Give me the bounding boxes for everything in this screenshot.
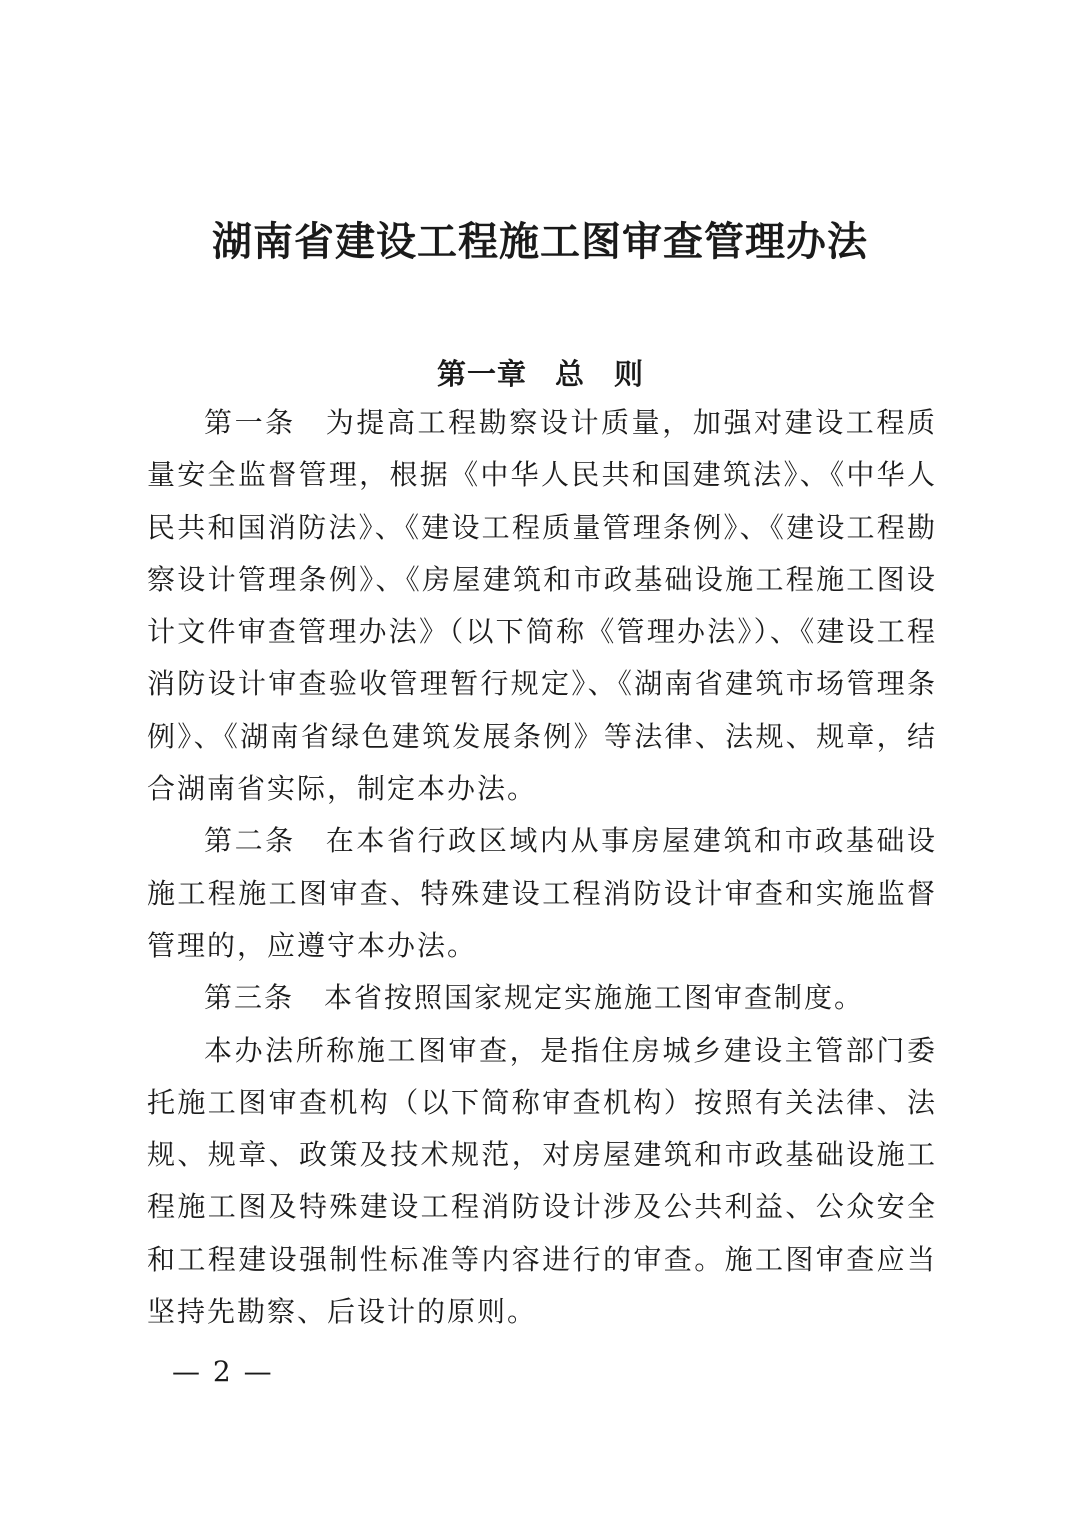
article-3-paragraph-2 bbox=[147, 1025, 937, 1339]
chapter-name: 总则 bbox=[555, 357, 674, 391]
document-body bbox=[147, 397, 937, 1338]
article-1 bbox=[147, 397, 937, 815]
article-2 bbox=[147, 815, 937, 972]
document-title: 湖南省建设工程施工图审查管理办法 bbox=[212, 218, 868, 265]
article-label: 第三条 bbox=[204, 981, 295, 1015]
chapter-heading bbox=[0, 350, 1080, 398]
article-label: 第一条 bbox=[204, 406, 296, 439]
article-text: 本省按照国家规定实施施工图审查制度。 bbox=[324, 981, 865, 1015]
paragraph-text: 本办法所称施工图审查，是指住房城乡建设主管部门委托施工图审查机构（以下简称审查机构）按照有关法律、法规、规章、政策及技术规范，对房屋建筑和市政基础设施工程施工图及特殊建设工程消防设计涉及公共利益、公众安全和工程建设强制性标准等内容进行的审查。施工图审查应当坚持先勘察、后设计的原则。 bbox=[147, 1033, 937, 1329]
article-label: 第二条 bbox=[204, 824, 296, 858]
chapter-number: 第一章 bbox=[436, 357, 527, 391]
page-number: — 2 — bbox=[172, 1355, 274, 1388]
article-3 bbox=[147, 972, 937, 1024]
article-text: 在本省行政区域内从事房屋建筑和市政基础设施工程施工图审查、特殊建设工程消防设计审查和实施监督管理的，应遵守本办法。 bbox=[147, 824, 937, 962]
article-text: 为提高工程勘察设计质量，加强对建设工程质量安全监督管理，根据《中华人民共和国建筑法》、《中华人民共和国消防法》、《建设工程质量管理条例》、《建设工程勘察设计管理条例》、《房屋建筑和市政基础设施工程施工图设计文件审查管理办法》（以下简称《管理办法》）、《建设工程消防设计审查验收管理暂行规定》、《湖南省建筑市场管理条例》、《湖南省绿色建筑发展条例》等法律、法规、规章，结合湖南省实际，制定本办法。 bbox=[147, 406, 937, 806]
